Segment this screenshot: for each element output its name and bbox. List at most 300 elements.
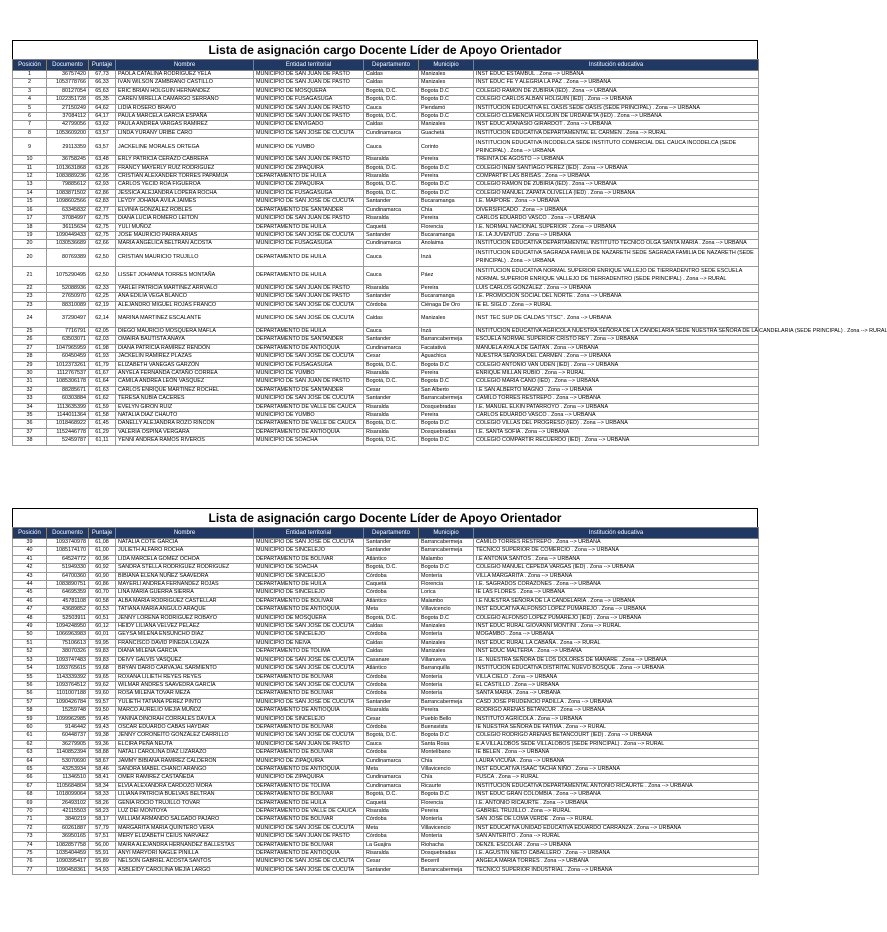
cell-document: 36950165: [47, 833, 89, 841]
cell-institution: IE NUESTRA SEÑORA DE FATIMA . Zona --> RURAL: [474, 723, 759, 731]
cell-municipality: Montería: [419, 681, 474, 689]
cell-institution: SANTA MARIA . Zona --> URBANA: [474, 690, 759, 698]
table-row: [13, 749, 759, 757]
cell-department: Córdoba: [364, 673, 419, 681]
header-position: Posición: [13, 528, 47, 539]
cell-municipality: Dosquebradas: [419, 850, 474, 858]
table-row: [13, 420, 759, 428]
cell-document: 1075290495: [47, 266, 89, 284]
cell-score: 58,41: [89, 774, 116, 782]
cell-department: Córdoba: [364, 572, 419, 580]
cell-municipality: Villavicencio: [419, 765, 474, 773]
cell-institution: INSTITUCION EDUCATIVA DEPARTAMENTAL EL CARMEN . Zona --> RURAL: [474, 129, 759, 137]
cell-name: GENIA ROCIO TRUJILLO TOVAR: [116, 799, 254, 807]
cell-municipality: San Alberto: [419, 386, 474, 394]
cell-municipality: Pereira: [419, 808, 474, 816]
cell-municipality: Bogota D.C: [419, 437, 474, 445]
cell-position: 28: [13, 353, 47, 361]
cell-territorial-entity: MUNICIPIO DE MOSQUERA: [254, 87, 364, 95]
cell-territorial-entity: DEPARTAMENTO DE BOLÍVAR: [254, 597, 364, 605]
cell-name: CAREN MIRELLA CAMARGO SERRANO: [116, 96, 254, 104]
cell-municipality: Corinto: [419, 138, 474, 156]
cell-department: Cesar: [364, 353, 419, 361]
cell-institution: MOGAMBO . Zona --> URBANA: [474, 631, 759, 639]
cell-score: 60,86: [89, 581, 116, 589]
cell-document: 1083890751: [47, 581, 89, 589]
cell-score: 63,57: [89, 138, 116, 156]
cell-score: 58,67: [89, 757, 116, 765]
cell-municipality: Montería: [419, 816, 474, 824]
cell-department: Cundinamarca: [364, 344, 419, 352]
cell-department: Cauca: [364, 740, 419, 748]
cell-position: 23: [13, 301, 47, 309]
cell-document: 80127054: [47, 87, 89, 95]
cell-institution: I.E. NORMAL NACIONAL SUPERIOR . Zona --> URBANA: [474, 223, 759, 231]
cell-territorial-entity: DEPARTAMENTO DE BOLÍVAR: [254, 723, 364, 731]
cell-position: 29: [13, 361, 47, 369]
cell-territorial-entity: MUNICIPIO DE FUSAGASUGA: [254, 240, 364, 248]
cell-municipality: Manizales: [419, 71, 474, 79]
table-row: [13, 437, 759, 445]
cell-municipality: Inzá: [419, 248, 474, 266]
cell-name: MAYERLI ANDREA FERNANDEZ ROJAS: [116, 581, 254, 589]
assignment-table-1: [12, 40, 887, 446]
cell-department: Cauca: [364, 266, 419, 284]
cell-name: NELSON GABRIEL ACOSTA SANTOS: [116, 858, 254, 866]
cell-score: 57,51: [89, 833, 116, 841]
cell-position: 40: [13, 547, 47, 555]
cell-territorial-entity: DEPARTAMENTO DE VALLE DE CAUCA: [254, 403, 364, 411]
cell-name: JENNY CORONEITO GONZÁLEZ CARRILLO: [116, 732, 254, 740]
cell-department: Caldas: [364, 121, 419, 129]
cell-municipality: Pereira: [419, 173, 474, 181]
cell-municipality: Páez: [419, 266, 474, 284]
cell-score: 64,62: [89, 104, 116, 112]
cell-institution: COLEGIO CARLOS ALBAN HOLGUIN (IED) . Zona --> URBANA: [474, 96, 759, 104]
cell-institution: VILLA CIELO . Zona --> URBANA: [474, 673, 759, 681]
cell-municipality: Dosquebradas: [419, 428, 474, 436]
table-row: [13, 555, 759, 563]
cell-territorial-entity: MUNICIPIO DE MOSQUERA: [254, 614, 364, 622]
cell-position: 55: [13, 673, 47, 681]
cell-position: 67: [13, 782, 47, 790]
cell-position: 14: [13, 189, 47, 197]
cell-institution: COLEGIO MANUEL ZAPATA OLIVELLA (IED) . Zona --> URBANA: [474, 189, 759, 197]
cell-document: 26493102: [47, 799, 89, 807]
cell-score: 60,12: [89, 623, 116, 631]
table-title: Lista de asignación cargo Docente Líder de Apoyo Orientador: [12, 40, 758, 59]
cell-document: 1143339392: [47, 673, 89, 681]
cell-position: 35: [13, 412, 47, 420]
cell-institution: MANUELA AYALA DE GAITAN . Zona --> URBANA: [474, 344, 759, 352]
cell-document: 52088936: [47, 284, 89, 292]
cell-document: 1018468922: [47, 420, 89, 428]
table-row: [13, 164, 759, 172]
cell-department: Córdoba: [364, 816, 419, 824]
cell-name: NATALI CAROLINA DÍAZ LIZARAZO: [116, 749, 254, 757]
cell-position: 69: [13, 799, 47, 807]
table-row: [13, 386, 759, 394]
cell-territorial-entity: DEPARTAMENTO DE ANTIOQUIA: [254, 765, 364, 773]
cell-municipality: Aguachica: [419, 353, 474, 361]
cell-institution: INSTITUCION EDUCATIVA DEPARTAMENTAL INSTITUTO TECNICO OLGA SANTA MARIA . Zona --> URBANA: [474, 240, 759, 248]
cell-position: 51: [13, 639, 47, 647]
cell-municipality: Manizales: [419, 639, 474, 647]
cell-score: 60,96: [89, 555, 116, 563]
cell-document: 64695359: [47, 589, 89, 597]
table-row: [13, 353, 759, 361]
cell-document: 42115503: [47, 808, 89, 816]
table-row: [13, 723, 759, 731]
cell-territorial-entity: DEPARTAMENTO DE SANTANDER: [254, 206, 364, 214]
cell-territorial-entity: MUNICIPIO DE SAN JUAN DE PASTO: [254, 284, 364, 292]
cell-institution: IE LAS FLORES . Zona --> URBANA: [474, 589, 759, 597]
cell-document: 1093740978: [47, 539, 89, 547]
cell-score: 59,38: [89, 732, 116, 740]
cell-territorial-entity: MUNICIPIO DE SOACHA: [254, 437, 364, 445]
cell-department: Risaralda: [364, 428, 419, 436]
cell-score: 66,33: [89, 79, 116, 87]
cell-municipality: Pereira: [419, 369, 474, 377]
cell-score: 62,77: [89, 206, 116, 214]
cell-name: TATIANA MARIA ANGULO ARAQUE: [116, 606, 254, 614]
table-row: [13, 104, 759, 112]
cell-municipality: Manizales: [419, 79, 474, 87]
cell-score: 60,58: [89, 597, 116, 605]
cell-department: Caldas: [364, 309, 419, 327]
header-score: Puntaje: [89, 60, 116, 71]
cell-institution: LAURA VICUÑA . Zona --> URBANA: [474, 757, 759, 765]
cell-score: 58,26: [89, 799, 116, 807]
cell-document: 43253934: [47, 765, 89, 773]
cell-institution: INSTITUCION EDUCATIVA DEPARTAMENTAL ANTONIO RICAURTE . Zona --> URBANA: [474, 782, 759, 790]
cell-territorial-entity: MUNICIPIO DE SAN JOSÉ DE CUCUTA: [254, 395, 364, 403]
cell-name: WILLIAM ARMANDO SALGADO PAJARO: [116, 816, 254, 824]
cell-position: 49: [13, 623, 47, 631]
cell-score: 61,98: [89, 344, 116, 352]
cell-institution: COLEGIO CLEMENCIA HOLGUIN DE URDANETA (IED) . Zona --> URBANA: [474, 113, 759, 121]
cell-position: 65: [13, 765, 47, 773]
table-row: [13, 774, 759, 782]
cell-municipality: Bogota D.C: [419, 564, 474, 572]
cell-department: Caquetá: [364, 799, 419, 807]
cell-name: CARLOS YECID ROA FIGUEROA: [116, 181, 254, 189]
cell-department: Caldas: [364, 79, 419, 87]
cell-institution: COLEGIO MARIA CANO (IED) . Zona --> URBANA: [474, 378, 759, 386]
cell-name: LUZ DEI MONTOYA: [116, 808, 254, 816]
cell-document: 60261887: [47, 824, 89, 832]
cell-institution: INSTITUCION EDUCATIVA NORMAL SUPERIOR ENRIQUE VALLEJO DE TIERRADENTRO SEDE ESCUELA NORMAL SUPERIOR ENRIQUE VALLEJO DE TIERRADENTRO (SEDE PRINCIPAL) . Zona --> RURAL: [474, 266, 759, 284]
table-row: [13, 623, 759, 631]
cell-territorial-entity: DEPARTAMENTO DE HUILA: [254, 799, 364, 807]
cell-department: Córdoba: [364, 749, 419, 757]
cell-name: MARIA ANGÉLICA BELTRAN ACOSTA: [116, 240, 254, 248]
cell-document: 38070326: [47, 648, 89, 656]
cell-name: ANA EDILIA VEGA BLANCO: [116, 293, 254, 301]
table-row: [13, 715, 759, 723]
cell-territorial-entity: DEPARTAMENTO DE HUILA: [254, 266, 364, 284]
cell-name: YENNI ANDREA RAMOS RIVEROS: [116, 437, 254, 445]
cell-score: 63,57: [89, 129, 116, 137]
cell-territorial-entity: DEPARTAMENTO DE ANTIOQUIA: [254, 344, 364, 352]
cell-score: 59,57: [89, 698, 116, 706]
cell-score: 59,68: [89, 665, 116, 673]
cell-institution: COLEGIO COMPARTIR RECUERDO (IED) . Zona --> URBANA: [474, 437, 759, 445]
cell-name: SANDRA STELLA RODRIGUEZ RODRIGUEZ: [116, 564, 254, 572]
cell-score: 61,79: [89, 361, 116, 369]
cell-territorial-entity: MUNICIPIO DE YUMBO: [254, 138, 364, 156]
cell-department: Risaralda: [364, 215, 419, 223]
cell-name: ANYELA FERNANDA CATAÑO CORREA: [116, 369, 254, 377]
cell-name: BIBIANA ELENA NUÑEZ SAAVEDRA: [116, 572, 254, 580]
cell-institution: I.E. MAIPORE . Zona --> URBANA: [474, 198, 759, 206]
table-row: [13, 572, 759, 580]
cell-name: DIANA LUCIA ROMERO LEITON: [116, 215, 254, 223]
cell-position: 68: [13, 791, 47, 799]
cell-score: 61,63: [89, 386, 116, 394]
cell-score: 58,33: [89, 791, 116, 799]
cell-municipality: Bogota D.C: [419, 378, 474, 386]
header-department: Departamento: [364, 528, 419, 539]
cell-department: Risaralda: [364, 369, 419, 377]
cell-territorial-entity: MUNICIPIO DE ZIPAQUIRA: [254, 774, 364, 782]
cell-institution: COLEGIO RAMON DE ZUBIRIA (IED) . Zona --> URBANA: [474, 87, 759, 95]
cell-department: Córdoba: [364, 690, 419, 698]
cell-department: Caquetá: [364, 581, 419, 589]
cell-score: 55,91: [89, 850, 116, 858]
cell-name: GEYSA MILENA ENSUNCHO DIAZ: [116, 631, 254, 639]
cell-score: 55,89: [89, 858, 116, 866]
cell-document: 1098602566: [47, 198, 89, 206]
cell-position: 71: [13, 816, 47, 824]
cell-department: Bogotá, D.C.: [364, 437, 419, 445]
cell-score: 61,11: [89, 437, 116, 445]
cell-document: 64524772: [47, 555, 89, 563]
cell-position: 7: [13, 121, 47, 129]
header-institution: Institución educativa: [474, 60, 759, 71]
table-row: [13, 539, 759, 547]
cell-territorial-entity: MUNICIPIO DE SOACHA: [254, 564, 364, 572]
cell-institution: TREINTA DE AGOSTO --> URBANA: [474, 156, 759, 164]
cell-territorial-entity: MUNICIPIO DE YUMBO: [254, 369, 364, 377]
table-row: [13, 816, 759, 824]
cell-territorial-entity: MUNICIPIO DE SINCELEJO: [254, 547, 364, 555]
cell-position: 4: [13, 96, 47, 104]
table-row: [13, 293, 759, 301]
cell-score: 61,58: [89, 412, 116, 420]
cell-territorial-entity: DEPARTAMENTO DE HUILA: [254, 581, 364, 589]
cell-score: 63,48: [89, 156, 116, 164]
cell-name: JACKELIN RAMIREZ PLAZAS: [116, 353, 254, 361]
cell-document: 1113635399: [47, 403, 89, 411]
cell-document: 1013631868: [47, 164, 89, 172]
cell-position: 59: [13, 715, 47, 723]
cell-municipality: Florencia: [419, 223, 474, 231]
cell-position: 9: [13, 138, 47, 156]
cell-position: 76: [13, 858, 47, 866]
cell-department: Córdoba: [364, 589, 419, 597]
cell-document: 43689852: [47, 606, 89, 614]
cell-name: ELIZABETH VANEGAS GARZÓN: [116, 361, 254, 369]
cell-document: 1053778766: [47, 79, 89, 87]
cell-document: 15259748: [47, 707, 89, 715]
cell-institution: CASD JOSE PRUDENCIO PADILLA . Zona --> URBANA: [474, 698, 759, 706]
cell-territorial-entity: DEPARTAMENTO DE SANTANDER: [254, 336, 364, 344]
cell-institution: INSTITUCION EDUCATIVA INCODELCA SEDE INSTITUTO COMERCIAL DEL CAUCA INCODELCA (SEDE PRINCIPAL) . Zona --> URBANA: [474, 138, 759, 156]
table-row: [13, 858, 759, 866]
cell-name: LILIANA PATRICIA BUELVAS BELTRAN: [116, 791, 254, 799]
cell-municipality: Dosquebradas: [419, 403, 474, 411]
cell-municipality: Chía: [419, 757, 474, 765]
cell-position: 56: [13, 681, 47, 689]
cell-institution: LUIS CARLOS GONZÁLEZ . Zona --> URBANA: [474, 284, 759, 292]
cell-score: 64,17: [89, 113, 116, 121]
cell-institution: EL CASTILLO . Zona --> URBANA: [474, 681, 759, 689]
table-row: [13, 833, 759, 841]
cell-municipality: Bogota D.C: [419, 614, 474, 622]
cell-name: MARCO AURELIO MEJIA MUÑOZ: [116, 707, 254, 715]
cell-institution: RODRIGO ARENAS BETANCUR . Zona --> URBANA: [474, 707, 759, 715]
cell-document: 51949330: [47, 564, 89, 572]
cell-department: Cundinamarca: [364, 129, 419, 137]
cell-territorial-entity: MUNICIPIO DE SAN JOSÉ DE CUCUTA: [254, 858, 364, 866]
cell-position: 50: [13, 631, 47, 639]
cell-municipality: Lorica: [419, 589, 474, 597]
cell-document: 1093765615: [47, 665, 89, 673]
cell-score: 59,36: [89, 740, 116, 748]
cell-position: 6: [13, 113, 47, 121]
cell-municipality: Pereira: [419, 215, 474, 223]
cell-score: 56,00: [89, 841, 116, 849]
cell-name: ERLY PATRICIA CERAZO CABRERA: [116, 156, 254, 164]
cell-department: Santander: [364, 547, 419, 555]
table-row: [13, 799, 759, 807]
cell-score: 59,83: [89, 656, 116, 664]
cell-institution: COMPARTIR LAS BRISAS . Zona --> URBANA: [474, 173, 759, 181]
cell-institution: COLEGIO INEM SANTIAGO PEREZ (IED) . Zona --> URBANA: [474, 164, 759, 172]
cell-name: ELVIA ALEXANDRA CARDOZO MORA: [116, 782, 254, 790]
header-name: Nombre: [116, 528, 254, 539]
cell-document: 63345832: [47, 206, 89, 214]
cell-municipality: Montería: [419, 572, 474, 580]
cell-municipality: Villanueva: [419, 656, 474, 664]
cell-name: BRYAN DARIO CARVAJAL SARMIENTO: [116, 665, 254, 673]
cell-score: 65,35: [89, 96, 116, 104]
cell-department: La Guajira: [364, 841, 419, 849]
cell-document: 1035404459: [47, 850, 89, 858]
cell-score: 62,83: [89, 198, 116, 206]
cell-position: 45: [13, 589, 47, 597]
cell-position: 26: [13, 336, 47, 344]
cell-name: WILMAR ANDRÉS SAAVEDRA GARCÍA: [116, 681, 254, 689]
cell-institution: IE BELEN . Zona --> URBANA: [474, 749, 759, 757]
cell-score: 60,92: [89, 564, 116, 572]
cell-department: Meta: [364, 824, 419, 832]
cell-document: 9146442: [47, 723, 89, 731]
cell-territorial-entity: MUNICIPIO DE FUSAGASUGA: [254, 96, 364, 104]
cell-department: Córdoba: [364, 301, 419, 309]
cell-document: 63503071: [47, 336, 89, 344]
cell-position: 3: [13, 87, 47, 95]
cell-document: 29113359: [47, 138, 89, 156]
table-row: [13, 791, 759, 799]
cell-position: 75: [13, 850, 47, 858]
cell-institution: COLEGIO RODRIGO ARENAS BETANCOURT (IED) . Zona --> URBANA: [474, 732, 759, 740]
cell-name: JAMMY BIBIANA RAMIREZ CALDERON: [116, 757, 254, 765]
cell-department: Risaralda: [364, 707, 419, 715]
cell-position: 21: [13, 266, 47, 284]
table-row: [13, 707, 759, 715]
assignment-table: [12, 527, 759, 875]
cell-territorial-entity: MUNICIPIO DE SAN JUAN DE PASTO: [254, 104, 364, 112]
table-row: [13, 589, 759, 597]
cell-department: Risaralda: [364, 850, 419, 858]
cell-name: PAULA MARCELA GARCIA ESPAÑA: [116, 113, 254, 121]
cell-department: Córdoba: [364, 631, 419, 639]
cell-institution: CARLOS EDUARDO VASCO . Zona --> URBANA: [474, 412, 759, 420]
cell-department: Santander: [364, 866, 419, 874]
cell-municipality: Pereira: [419, 284, 474, 292]
cell-department: Cesar: [364, 715, 419, 723]
cell-document: 1022351728: [47, 96, 89, 104]
cell-department: Cesar: [364, 858, 419, 866]
table-row: [13, 412, 759, 420]
cell-position: 58: [13, 707, 47, 715]
cell-name: CRISTIAN MAURICIO TRUJILLO: [116, 248, 254, 266]
cell-institution: INSTITUCION EDUCATIVA AGRICOLA NUESTRA SEÑORA DE LA CANDELARIA SEDE NUESTRA SEÑORA DE LA CANDELARIA (SEDE PRINCIPAL) . Zona --> RURAL: [474, 327, 759, 335]
cell-institution: COLEGIO RAMON DE ZUBIRIA (IED) . Zona --> URBANA: [474, 181, 759, 189]
cell-position: 20: [13, 240, 47, 248]
cell-institution: ESCUELA NORMAL SUPERIOR CRISTO REY . Zona --> URBANA: [474, 336, 759, 344]
cell-position: 72: [13, 824, 47, 832]
cell-score: 61,29: [89, 428, 116, 436]
cell-institution: INST EDUC RURAL LA CABAÑA . Zona --> RURAL: [474, 639, 759, 647]
cell-department: Santander: [364, 539, 419, 547]
cell-municipality: Bucaramanga: [419, 231, 474, 239]
cell-territorial-entity: DEPARTAMENTO DE BOLÍVAR: [254, 749, 364, 757]
cell-document: 64700360: [47, 572, 89, 580]
cell-department: Bogotá, D.C.: [364, 87, 419, 95]
cell-position: 60: [13, 723, 47, 731]
assignment-table-2: [12, 508, 758, 875]
cell-territorial-entity: MUNICIPIO DE SAN JUAN DE PASTO: [254, 293, 364, 301]
cell-name: FRANCISCO DAVID PINEDA LOAIZA: [116, 639, 254, 647]
cell-document: 1140852394: [47, 749, 89, 757]
cell-department: Bogotá, D.C.: [364, 361, 419, 369]
cell-department: Meta: [364, 765, 419, 773]
cell-position: 25: [13, 327, 47, 335]
cell-score: 62,25: [89, 293, 116, 301]
cell-name: OMER RAMIREZ CASTAÑEDA: [116, 774, 254, 782]
cell-document: 1112767537: [47, 369, 89, 377]
cell-municipality: Riohacha: [419, 841, 474, 849]
header-territorial-entity: Entidad territorial: [254, 60, 364, 71]
cell-institution: INST EDUCATIVA ALFONSO LOPEZ PUMAREJO . Zona --> URBANA: [474, 606, 759, 614]
cell-document: 80769389: [47, 248, 89, 266]
cell-territorial-entity: MUNICIPIO DE SAN JUAN DE PASTO: [254, 71, 364, 79]
cell-document: 53070690: [47, 757, 89, 765]
cell-document: 52459787: [47, 437, 89, 445]
cell-document: 1090426784: [47, 698, 89, 706]
cell-territorial-entity: DEPARTAMENTO DE BOLÍVAR: [254, 673, 364, 681]
cell-municipality: Anolaima: [419, 240, 474, 248]
cell-score: 62,50: [89, 266, 116, 284]
cell-institution: TECNICO SUPERIOR INDUSTRIAL . Zona --> URBANA: [474, 866, 759, 874]
cell-territorial-entity: MUNICIPIO DE SAN JOSÉ DE CUCUTA: [254, 309, 364, 327]
cell-territorial-entity: DEPARTAMENTO DE TOLIMA: [254, 782, 364, 790]
cell-territorial-entity: MUNICIPIO DE ZIPAQUIRA: [254, 164, 364, 172]
cell-territorial-entity: MUNICIPIO DE SAN JOSÉ DE CUCUTA: [254, 681, 364, 689]
